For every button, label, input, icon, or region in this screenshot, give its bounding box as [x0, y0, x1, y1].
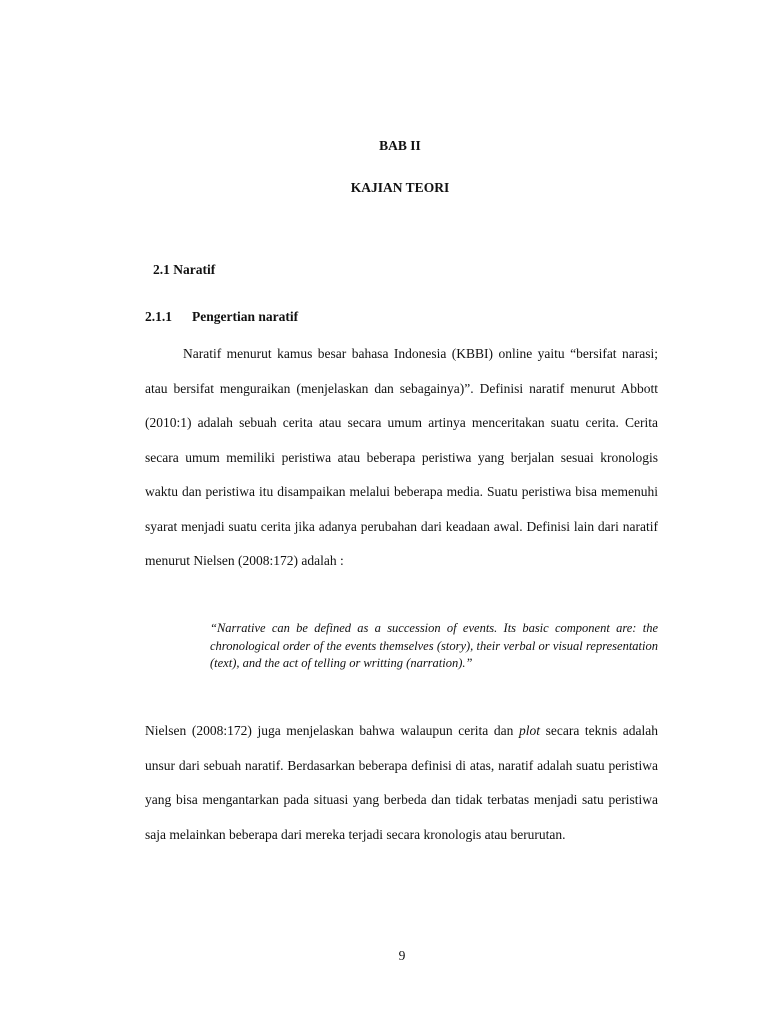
paragraph-conclusion [145, 714, 658, 852]
chapter-number: BAB II [379, 138, 421, 153]
plot-term: plot [518, 723, 540, 738]
block-quote: “Narrative can be defined as a succession of events. Its basic component are: the chronological order of the events themselves (story), their verbal or visual representation (text), and the act of telling or writting (narration).” [210, 621, 658, 670]
section-heading: 2.1 Naratif [153, 262, 216, 277]
subsection-title: Pengertian naratif [192, 309, 299, 324]
paragraph-definition: Naratif menurut kamus besar bahasa Indonesia (KBBI) online yaitu “bersifat narasi; atau bersifat menguraikan (menjelaskan dan sebagainya)”. Definisi naratif menurut Abbott (2010:1) adalah sebuah cerita atau secara umum artinya menceritakan suatu cerita. Cerita secara umum memiliki peristiwa atau beberapa peristiwa yang berjalan sesuai kronologis waktu dan peristiwa itu disampaikan melalui beberapa media. Suatu peristiwa bisa memenuhi syarat menjadi suatu cerita jika adanya perubahan dari keadaan awal. Definisi lain dari naratif menurut Nielsen (2008:172) adalah : [145, 346, 658, 568]
subsection-heading [145, 309, 298, 325]
page-number: 9 [398, 948, 406, 963]
paragraph-conclusion-end: secara teknis adalah unsur dari sebuah naratif. Berdasarkan beberapa definisi di atas, naratif adalah suatu peristiwa yang bisa mengantarkan pada situasi yang berbeda dan tidak terbatas menjadi satu peristiwa saja melainkan beberapa dari mereka terjadi secara kronologis atau berurutan. [145, 723, 658, 842]
subsection-number: 2.1.1 [145, 309, 172, 324]
paragraph-conclusion-start: Nielsen (2008:172) juga menjelaskan bahwa walaupun cerita dan [145, 723, 519, 738]
chapter-title: KAJIAN TEORI [350, 180, 450, 195]
